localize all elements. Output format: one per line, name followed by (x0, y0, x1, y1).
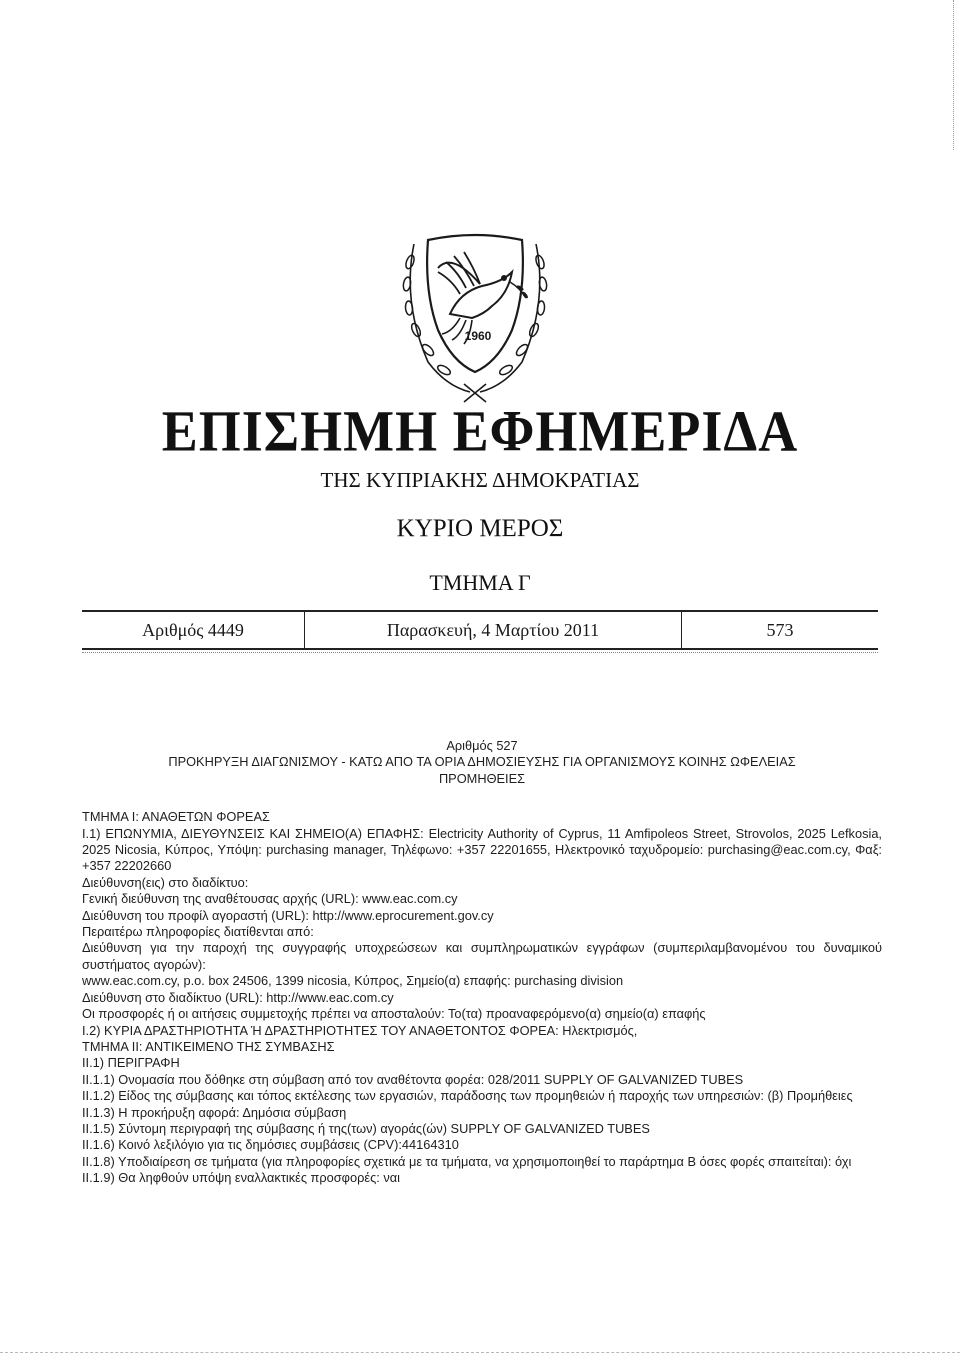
gazette-subtitle: ΤΗΣ ΚΥΠΡΙΑΚΗΣ ΔΗΜΟΚΡΑΤΙΑΣ (320, 468, 640, 492)
notice-line: Ι.1) ΕΠΩΝΥΜΙΑ, ΔΙΕΥΘΥΝΣΕΙΣ ΚΑΙ ΣΗΜΕΙΟ(Α) ΕΠΑΦΗΣ: Electricity Authority of Cyprus, 11 Amfipoleos Street, Strovolos, 2025 Lefkosia, 2025 Nicosia, Κύπρος, Υπόψη: purchasing manager, Τηλέφωνο: +357 22201655, Ηλεκτρονικό ταχυδρομείο: purchasing@eac.com.cy, Φαξ: +357 22202660 (82, 825, 882, 874)
notice-line: ΙΙ.1.2) Είδος της σύμβασης και τόπος εκτέλεσης των εργασιών, παράδοσης των προμηθειών ή παροχής των υπηρεσιών: (β) Προμήθειες (82, 1088, 853, 1104)
notice-heading: ΠΡΟΚΗΡΥΞΗ ΔΙΑΓΩΝΙΣΜΟΥ - ΚΑΤΩ ΑΠΟ ΤΑ ΟΡΙΑ ΔΗΜΟΣΙΕΥΣΗΣ ΓΙΑ ΟΡΓΑΝΙΣΜΟΥΣ ΚΟΙΝΗΣ ΩΦΕΛΕΙΑΣ (168, 754, 796, 770)
notice-line: ΤΜΗΜΑ Ι: ΑΝΑΘΕΤΩΝ ΦΟΡΕΑΣ (82, 809, 270, 825)
emblem-year: 1960 (464, 329, 492, 343)
notice-line: ΙΙ.1.5) Σύντομη περιγραφή της σύμβασης ή της(των) αγοράς(ών) SUPPLY OF GALVANIZED TUBES (82, 1120, 650, 1136)
notice-line: ΙΙ.1.3) Η προκήρυξη αφορά: Δημόσια σύμβαση (82, 1104, 347, 1120)
gazette-part: ΚΥΡΙΟ ΜΕΡΟΣ (396, 515, 564, 542)
notice-line: ΙΙ.1.8) Υποδιαίρεση σε τμήματα (για πληροφορίες σχετικά με τα τμήματα, να χρησιμοποιηθεί το παράρτημα Β όσες φορές σπαιτείται): όχι (82, 1153, 852, 1169)
notice-line: ΤΜΗΜΑ ΙΙ: ΑΝΤΙΚΕΙΜΕΝΟ ΤΗΣ ΣΥΜΒΑΣΗΣ (82, 1038, 335, 1054)
page-number: 573 (766, 619, 794, 640)
header-rule (82, 652, 878, 653)
notice-line: Διεύθυνση στο διαδίκτυο (URL): http://www.eac.com.cy (82, 989, 394, 1005)
notice-line: ΙΙ.1) ΠΕΡΙΓΡΑΦΗ (82, 1055, 180, 1071)
notice-line: Διεύθυνση για την παροχή της συγγραφής υποχρεώσεων και συμπληρωματικών εγγράφων (συμπεριλαμβανομένου του δυναμικού συστήματος αγορών): (82, 940, 882, 972)
gazette-section: ΤΜΗΜΑ Γ (429, 570, 531, 595)
notice-line: ΙΙ.1.1) Ονομασία που δόθηκε στη σύμβαση από τον αναθέτοντα φορέα: 028/2011 SUPPLY OF GALVANIZED TUBES (82, 1071, 744, 1087)
notice-line: Οι προσφορές ή οι αιτήσεις συμμετοχής πρέπει να αποσταλούν: Το(τα) προαναφερόμενο(α) σημείο(α) επαφής (82, 1006, 706, 1022)
notice-line: Ι.2) ΚΥΡΙΑ ΔΡΑΣΤΗΡΙΟΤΗΤΑ Ή ΔΡΑΣΤΗΡΙΟΤΗΤΕΣ ΤΟΥ ΑΝΑΘΕΤΟΝΤΟΣ ΦΟΡΕΑ: Ηλεκτρισμός, (82, 1022, 638, 1038)
notice-subheading: ΠΡΟΜΗΘΕΙΕΣ (438, 770, 526, 786)
notice-line: ΙΙ.1.9) Θα ληφθούν υπόψη εναλλακτικές προσφορές: ναι (82, 1170, 400, 1186)
notice-lines (82, 809, 882, 1186)
notice-body (82, 738, 882, 1187)
gazette-title: ΕΠΙΣΗΜΗ ΕΦΗΜΕΡΙΔΑ (161, 398, 799, 464)
scan-edge (953, 0, 954, 150)
notice-line: Διεύθυνση του προφίλ αγοραστή (URL): http://www.eprocurement.gov.cy (82, 907, 494, 923)
scan-artifact-line (0, 1352, 960, 1353)
notice-line: Περαιτέρω πληροφορίες διατίθενται από: (82, 924, 314, 940)
issue-date: Παρασκευή, 4 Μαρτίου 2011 (305, 612, 682, 648)
notice-line: ΙΙ.1.6) Κοινό λεξιλόγιο για τις δημόσιες συμβάσεις (CPV):44164310 (82, 1137, 459, 1153)
issue-bar (82, 610, 878, 650)
notice-line: Γενική διεύθυνση της αναθέτουσας αρχής (URL): www.eac.com.cy (82, 891, 458, 907)
coat-of-arms-emblem (380, 222, 570, 404)
notice-line: www.eac.com.cy, p.o. box 24506, 1399 nicosia, Κύπρος, Σημείο(α) επαφής: purchasing division (82, 973, 624, 989)
issue-number: Αριθμός 4449 (82, 612, 305, 648)
notice-line: Διεύθυνση(εις) στο διαδίκτυο: (82, 874, 249, 890)
notice-number: Αριθμός 527 (446, 738, 518, 753)
